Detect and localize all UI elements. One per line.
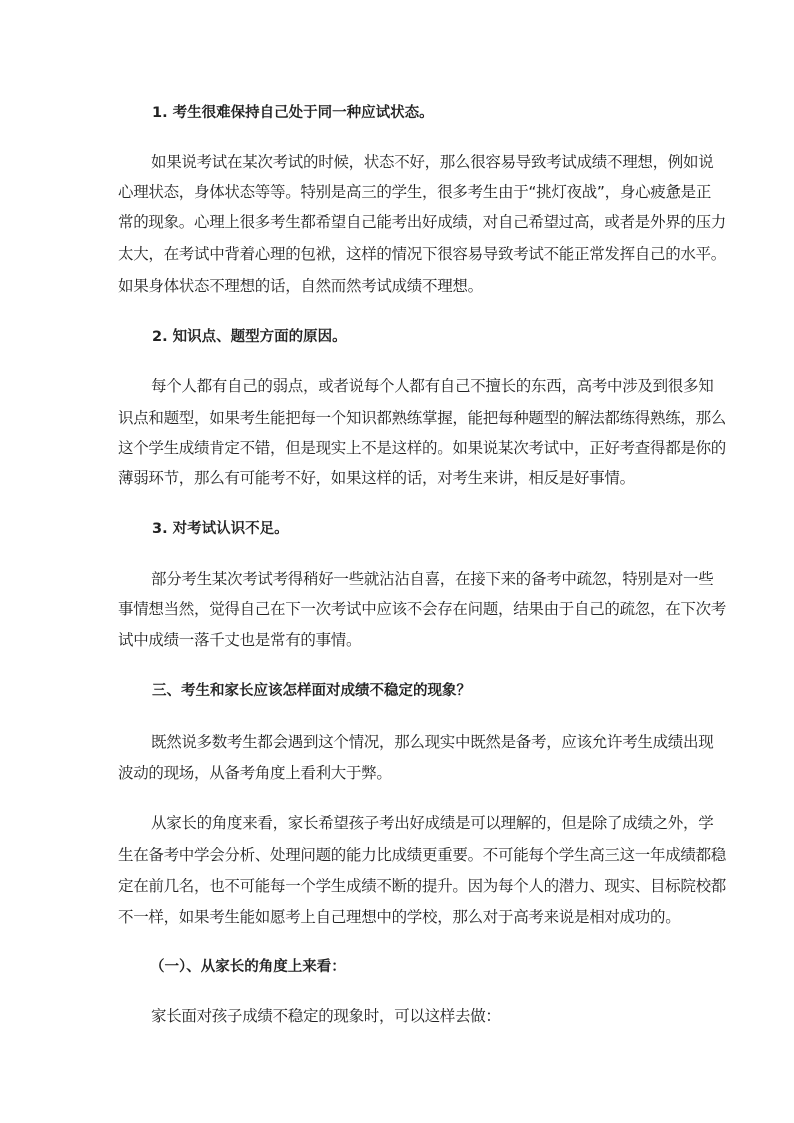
subsection-heading: （一）、从家长的角度上来看： <box>150 959 346 975</box>
section-heading: 三、考生和家长应该怎样面对成绩不稳定的现象？ <box>152 683 471 699</box>
paragraph-line: 如果说考试在某次考试的时候，状态不好，那么很容易导致考试成绩不理想，例如说 <box>151 153 714 171</box>
paragraph-line: 既然说多数考生都会遇到这个情况，那么现实中既然是备考，应该允许考生成绩出现 <box>151 733 714 751</box>
paragraph-line: 部分考生某次考试考得稍好一些就沾沾自喜，在接下来的备考中疏忽，特别是对一些 <box>151 570 714 588</box>
paragraph-line: 家长面对孩子成绩不稳定的现象时，可以这样去做： <box>151 1007 501 1025</box>
paragraph-line: 事情想当然，觉得自己在下一次考试中应该不会存在问题，结果由于自己的疏忽，在下次考 <box>118 600 727 618</box>
paragraph-line: 心理状态，身体状态等等。特别是高三的学生，很多考生由于“挑灯夜战”，身心疲惫是正 <box>118 183 712 201</box>
paragraph-line: 波动的现场，从备考角度上看利大于弊。 <box>118 764 392 782</box>
paragraph-line: 试中成绩一落千丈也是常有的事情。 <box>118 631 362 649</box>
paragraph-line: 薄弱环节，那么有可能考不好，如果这样的话，对考生来讲，相反是好事情。 <box>118 469 635 487</box>
paragraph-line: 常的现象。心理上很多考生都希望自己能考出好成绩，对自己希望过高，或者是外界的压力 <box>118 213 727 231</box>
paragraph-line: 从家长的角度来看，家长希望孩子考出好成绩是可以理解的，但是除了成绩之外，学 <box>151 814 714 832</box>
paragraph-line: 不一样，如果考生能如愿考上自己理想中的学校，那么对于高考来说是相对成功的。 <box>118 908 681 926</box>
paragraph-line: 定在前几名，也不可能每一个学生成绩不断的提升。因为每个人的潜力、现实、目标院校都 <box>118 877 727 895</box>
paragraph-line: 这个学生成绩肯定不错，但是现实上不是这样的。如果说某次考试中，正好考查得都是你的 <box>118 439 727 457</box>
paragraph-line: 识点和题型，如果考生能把每一个知识都熟练掌握，能把每种题型的解法都练得熟练，那么 <box>118 409 727 427</box>
paragraph-line: 太大，在考试中背着心理的包袱，这样的情况下很容易导致考试不能正常发挥自己的水平。 <box>118 245 727 263</box>
paragraph-line: 生在备考中学会分析、处理问题的能力比成绩更重要。不可能每个学生高三这一年成绩都稳 <box>118 846 727 864</box>
paragraph-line: 如果身体状态不理想的话，自然而然考试成绩不理想。 <box>118 277 483 295</box>
section-heading: 1. 考生很难保持自己处于同一种应试状态。 <box>152 105 434 121</box>
section-heading: 3. 对考试认识不足。 <box>152 521 289 537</box>
section-heading: 2. 知识点、题型方面的原因。 <box>152 329 347 345</box>
paragraph-line: 每个人都有自己的弱点，或者说每个人都有自己不擅长的东西，高考中涉及到很多知 <box>151 377 714 395</box>
